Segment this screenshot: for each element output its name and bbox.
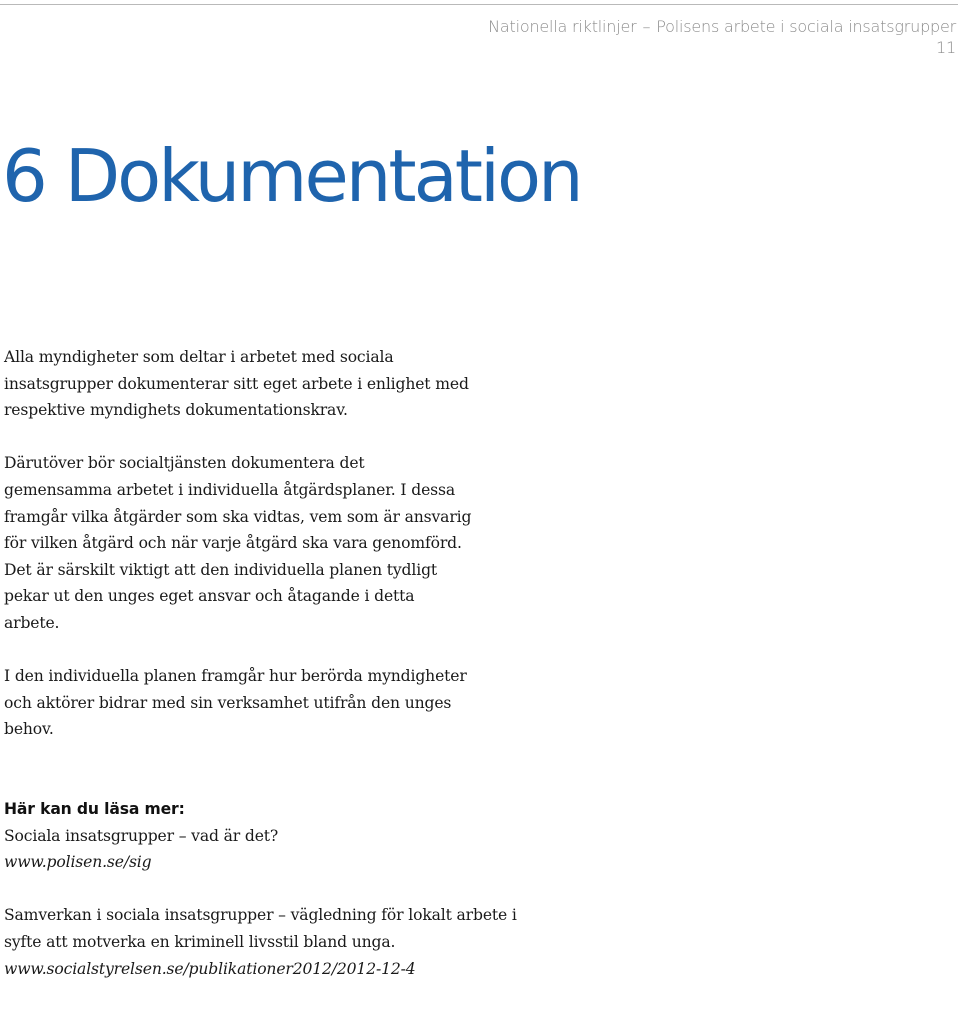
page-number: 11 [936, 38, 956, 57]
body-text [4, 344, 474, 770]
reference-link[interactable]: www.polisen.se/sig [4, 853, 152, 872]
reference-item [4, 823, 524, 876]
reference-title: Sociala insatsgrupper – vad är det? [4, 826, 279, 845]
read-more-section [4, 796, 524, 1009]
header-doc-title: Polisens arbete i sociala insatsgrupper [656, 17, 956, 36]
reference-title: Samverkan i sociala insatsgrupper – vägledning för lokalt arbete i syfte att motverka en kriminell livsstil bland unga. [4, 906, 517, 951]
chapter-title: 6 Dokumentation [2, 134, 581, 218]
header-separator: – [642, 17, 651, 36]
body-paragraph-2: Därutöver bör socialtjänsten dokumentera det gemensamma arbetet i individuella åtgärdsplaner. I dessa framgår vilka åtgärder som ska vidtas, vem som är ansvarig för vilken åtgärd och när varje åtgärd ska vara genomförd. Det är särskilt viktigt att den individuella planen tydligt pekar ut den unges eget ansvar och åtagande i detta arbete. [4, 454, 472, 632]
reference-item [4, 902, 524, 982]
running-header [488, 16, 956, 58]
top-rule [0, 4, 958, 5]
read-more-heading: Här kan du läsa mer: [4, 800, 185, 818]
body-paragraph-1: Alla myndigheter som deltar i arbetet med sociala insatsgrupper dokumenterar sitt eget arbete i enlighet med respektive myndighets dokumentationskrav. [4, 348, 469, 420]
header-series: Nationella riktlinjer [488, 17, 637, 36]
reference-link[interactable]: www.socialstyrelsen.se/publikationer2012/2012-12-4 [4, 959, 416, 978]
body-paragraph-3: I den individuella planen framgår hur berörda myndigheter och aktörer bidrar med sin verksamhet utifrån den unges behov. [4, 667, 467, 739]
